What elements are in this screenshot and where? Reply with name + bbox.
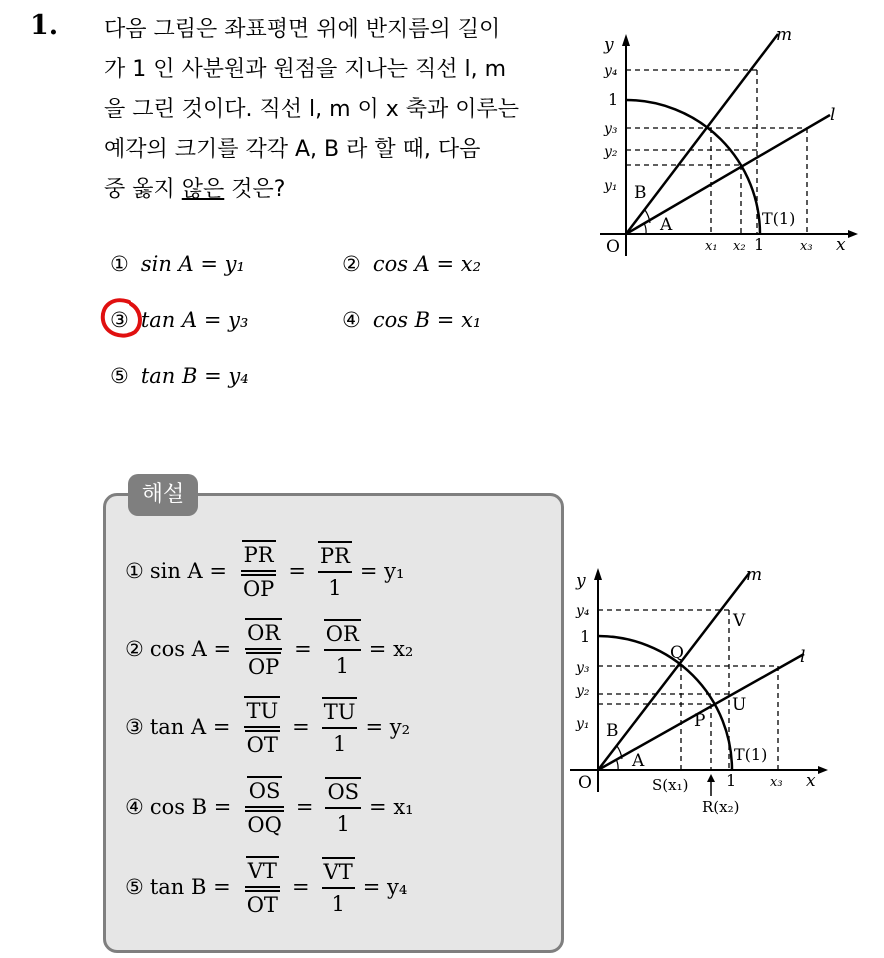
sol2-frac2 (324, 619, 361, 679)
fig2-x-axis-arrow-icon (818, 766, 828, 774)
sol5-den2: 1 (331, 892, 345, 916)
sol3-den: OT (245, 730, 280, 758)
underlined-word: 않은 (181, 177, 225, 202)
sol2-num2: OR (324, 619, 361, 647)
fig1-x1-label: x₁ (705, 239, 718, 254)
sol1-den: OP (241, 574, 276, 602)
sol4-mark: ④ (125, 795, 144, 819)
fig2-angle-A-label: A (632, 751, 645, 771)
fig2-y4-label: y₄ (576, 603, 590, 619)
fig1-angle-B-label: B (634, 183, 647, 203)
fig2-line-l-label: l (800, 647, 806, 667)
sol4-frac2 (325, 777, 361, 837)
sol5-mark: ⑤ (125, 875, 144, 899)
choice-2-mark: ② (342, 252, 361, 276)
line-m (626, 34, 778, 234)
sol3-frac1 (244, 696, 280, 758)
sol1-num: PR (242, 540, 276, 568)
sol2-num: OR (245, 618, 282, 646)
fig2-x3-label: x₃ (770, 775, 783, 790)
fig2-line-m-label: m (746, 565, 763, 585)
solution-line-1: ① sin A = $\frac{PR}{OP}$ = $\frac{PR}{1}$ = y₁ (125, 540, 404, 602)
sol4-den2: 1 (336, 812, 350, 836)
sol1-result: = y₁ (359, 559, 405, 583)
fig1-x-one-label: 1 (754, 235, 765, 254)
sol1-frac2 (318, 541, 352, 601)
sol5-frac2 (322, 857, 355, 917)
fig1-T-label: T(1) (762, 209, 796, 228)
line-l (626, 115, 830, 234)
choice-5[interactable] (110, 364, 249, 388)
sol1-frac1 (241, 540, 276, 602)
fig1-x3-label: x₃ (800, 239, 813, 254)
solution-line-2: ② cos A = $\frac{OR}{OP}$ = $\frac{OR}{1}$ = x₂ (125, 618, 413, 680)
sol2-fn: cos A = (149, 637, 232, 661)
choice-1-expr: sin A = y₁ (140, 252, 245, 276)
choice-4-expr: cos B = x₁ (372, 308, 482, 332)
sol5-den: OT (245, 890, 280, 918)
fig2-y1-label: y₁ (576, 716, 590, 732)
fig1-line-l-label: l (830, 105, 836, 125)
fig2-S-label: S(x₁) (652, 776, 689, 794)
question-number: 1. (30, 10, 59, 41)
fig1-angle-A-label: A (660, 215, 673, 235)
sol4-fn: cos B = (149, 795, 232, 819)
sol2-mark: ② (125, 637, 144, 661)
choice-1-mark: ① (110, 252, 129, 276)
fig1-one-label: 1 (608, 90, 619, 109)
question-text (104, 10, 574, 210)
question-line-5-post: 것은? (224, 177, 286, 202)
question-line-1: 다음 그림은 좌표평면 위에 반지름의 길이 (104, 17, 501, 42)
sol4-frac1 (245, 776, 283, 838)
fig2-angle-B-label: B (606, 721, 619, 741)
sol1-mark: ① (125, 559, 144, 583)
fig2-y3-label: y₃ (576, 660, 590, 676)
fig2-y-axis-label: y (576, 571, 586, 591)
fig2-one-label: 1 (580, 627, 591, 646)
question-line-3: 을 그린 것이다. 직선 l, m 이 x 축과 이루는 (104, 97, 520, 122)
solution-line-3: ③ tan A = $\frac{TU}{OT}$ = $\frac{TU}{1}$ = y₂ (125, 696, 410, 758)
angle-A-arc (644, 223, 646, 234)
fig2-R-arrow-icon (707, 774, 715, 782)
solution-tab: 해설 (128, 474, 198, 516)
x-axis-arrow-icon (848, 230, 858, 238)
question-line-5-pre: 중 옳지 (104, 177, 182, 202)
choice-4-mark: ④ (342, 308, 361, 332)
fig2-T-label: T(1) (734, 745, 768, 764)
fig1-origin-label: O (606, 237, 620, 257)
sol3-frac2 (322, 697, 358, 757)
sol2-den: OP (246, 652, 281, 680)
choice-3-expr: tan A = y₃ (140, 308, 249, 332)
y-axis-arrow-icon (622, 34, 630, 46)
fig1-y-axis-label: y (604, 35, 614, 55)
sol4-den: OQ (245, 810, 283, 838)
choice-5-expr: tan B = y₄ (140, 364, 249, 388)
sol4-num2: OS (325, 777, 361, 805)
fig2-line-m (598, 572, 750, 770)
fig1-x2-label: x₂ (733, 239, 746, 254)
figure-solution-diagram (566, 560, 866, 820)
fig2-x-axis-label: x (806, 771, 816, 791)
sol1-num2: PR (318, 541, 352, 569)
fig2-y2-label: y₂ (576, 683, 590, 699)
sol3-mark: ③ (125, 715, 144, 739)
choice-2-expr: cos A = x₂ (372, 252, 482, 276)
question-line-4: 예각의 크기를 각각 A, B 라 할 때, 다음 (104, 137, 481, 162)
fig2-angle-A-arc (616, 759, 618, 770)
fig1-y1-label: y₁ (604, 178, 618, 194)
fig2-x-one-label: 1 (726, 771, 737, 790)
sol4-num: OS (247, 776, 283, 804)
sol4-result: = x₁ (369, 795, 414, 819)
sol5-frac1 (245, 856, 280, 918)
choice-5-mark: ⑤ (110, 364, 129, 388)
choice-4[interactable] (342, 308, 481, 332)
fig2-arc (598, 636, 732, 770)
sol2-frac1 (245, 618, 282, 680)
sol3-fn: tan A = (149, 715, 231, 739)
fig2-R-label: R(x₂) (702, 798, 740, 816)
answer-circle-mark (99, 296, 143, 340)
fig2-Q-label: Q (670, 643, 684, 663)
question-line-2: 가 1 인 사분원과 원점을 지나는 직선 l, m (104, 57, 507, 82)
sol5-fn: tan B = (149, 875, 231, 899)
fig2-P-label: P (694, 711, 706, 731)
fig1-y4-label: y₄ (604, 63, 618, 79)
fig1-line-m-label: m (776, 25, 793, 45)
sol1-den2: 1 (328, 576, 342, 600)
solution-line-5: ⑤ tan B = $\frac{VT}{OT}$ = $\frac{VT}{1}$ = y₄ (125, 856, 407, 918)
sol2-den2: 1 (335, 654, 349, 678)
fig2-U-label: U (732, 695, 747, 715)
sol1-fn: sin A = (149, 559, 227, 583)
choice-2[interactable] (342, 252, 481, 276)
sol3-den2: 1 (332, 732, 347, 756)
question-line-5 (104, 170, 574, 210)
fig1-y2-label: y₂ (604, 144, 618, 160)
sol3-num: TU (244, 696, 280, 724)
fig2-V-label: V (733, 611, 746, 631)
sol5-num2: VT (322, 857, 355, 885)
fig2-origin-label: O (578, 773, 592, 793)
sol5-result: = y₄ (362, 875, 408, 899)
choice-1[interactable] (110, 252, 245, 276)
sol5-num: VT (246, 856, 279, 884)
sol3-num2: TU (322, 697, 358, 725)
sol3-result: = y₂ (365, 715, 411, 739)
solution-line-4: ④ cos B = $\frac{OS}{OQ}$ = $\frac{OS}{1}$ = x₁ (125, 776, 414, 838)
fig1-y3-label: y₃ (604, 121, 618, 137)
sol2-result: = x₂ (368, 637, 414, 661)
figure-quarter-circle (590, 20, 870, 260)
fig2-y-axis-arrow-icon (594, 568, 602, 580)
choice-3-mark: ③ (110, 308, 129, 332)
fig1-x-axis-label: x (836, 235, 846, 255)
